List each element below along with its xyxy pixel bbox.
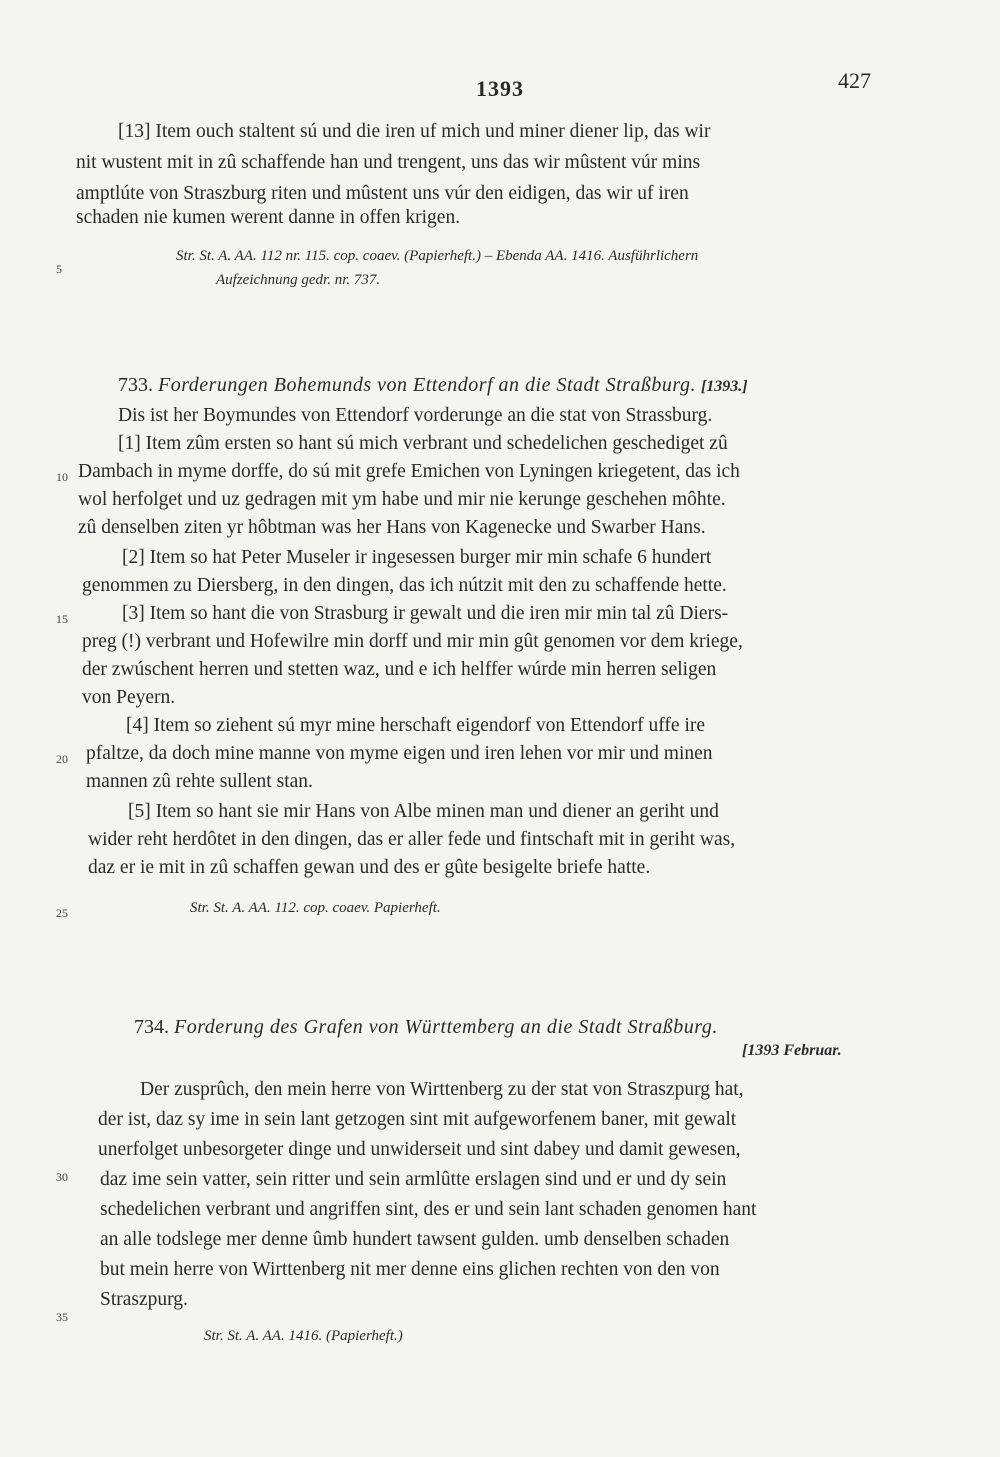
paragraph-line: genommen zu Diersberg, in den dingen, das ich nútzit mit den zu schaffende hette. — [82, 575, 727, 596]
paragraph-line: [4] Item so ziehent sú myr mine herschaft eigendorf von Ettendorf uffe ire — [126, 715, 706, 736]
section-title: Forderungen Bohemunds von Ettendorf an die Stadt Straßburg. — [158, 374, 696, 396]
paragraph-line: preg (!) verbrant und Hofewilre min dorff und mir min gût genomen vor dem kriege, — [82, 631, 743, 652]
line-number: 20 — [56, 752, 68, 766]
line-number: 5 — [56, 262, 62, 276]
paragraph-line: zû denselben ziten yr hôbtman was her Hans von Kagenecke und Swarber Hans. — [78, 517, 706, 538]
paragraph-line: schaden nie kumen werent danne in offen krigen. — [76, 207, 461, 228]
line-number: 15 — [56, 612, 68, 626]
source-citation: Str. St. A. AA. 112 nr. 115. cop. coaev. (Papierheft.) – Ebenda AA. 1416. Ausführlichern — [176, 248, 699, 264]
paragraph-line: amptlúte von Straszburg riten und mûstent uns vúr den eidigen, das wir uf iren — [76, 183, 689, 204]
paragraph-line: der zwúschent herren und stetten waz, und e ich helffer wúrde min herren seligen — [82, 659, 717, 680]
paragraph-line: Der zusprûch, den mein herre von Wirttenberg zu der stat von Straszpurg hat, — [140, 1079, 744, 1100]
line-number: 25 — [56, 906, 68, 920]
source-citation: Aufzeichnung gedr. nr. 737. — [216, 272, 381, 288]
source-citation: Str. St. A. AA. 112. cop. coaev. Papierheft. — [190, 900, 441, 916]
paragraph-line: pfaltze, da doch mine manne von myme eigen und iren lehen vor mir und minen — [86, 743, 713, 764]
paragraph-line: an alle todslege mer denne ûmb hundert tawsent gulden. umb denselben schaden — [100, 1229, 730, 1250]
section-number: 733. — [118, 374, 153, 396]
paragraph-line: [2] Item so hat Peter Museler ir ingesessen burger mir min schafe 6 hundert — [122, 547, 712, 568]
paragraph-line: unerfolget unbesorgeter dinge und unwiderseit und sint dabey und damit gewesen, — [98, 1139, 741, 1160]
paragraph-line: der ist, daz sy ime in sein lant getzogen sint mit aufgeworfenem baner, mit gewalt — [98, 1109, 737, 1130]
paragraph-line: nit wustent mit in zû schaffende han und trengent, uns das wir mûstent vúr mins — [76, 152, 701, 173]
line-number: 30 — [56, 1170, 68, 1184]
paragraph-line: Straszpurg. — [100, 1289, 188, 1310]
paragraph-line: [5] Item so hant sie mir Hans von Albe minen man und diener an geriht und — [128, 801, 719, 822]
section-title: Forderung des Grafen von Württemberg an die Stadt Straßburg. — [174, 1016, 718, 1038]
line-number: 35 — [56, 1310, 68, 1324]
paragraph-line: but mein herre von Wirttenberg nit mer denne eins glichen rechten von den von — [100, 1259, 720, 1280]
paragraph-line: [3] Item so hant die von Strasburg ir gewalt und die iren mir min tal zû Diers- — [122, 603, 729, 624]
paragraph-line: wider reht herdôtet in den dingen, das er aller fede und fintschaft mit in geriht was, — [88, 829, 736, 850]
paragraph-line: [1] Item zûm ersten so hant sú mich verbrant und schedelichen geschediget zû — [118, 433, 728, 454]
paragraph-line: Dis ist her Boymundes von Ettendorf vorderunge an die stat von Strassburg. — [118, 405, 713, 426]
source-citation: Str. St. A. AA. 1416. (Papierheft.) — [204, 1328, 403, 1344]
paragraph-line: mannen zû rehte sullent stan. — [86, 771, 313, 792]
running-header-year: 1393 — [476, 76, 524, 101]
section-734-heading — [134, 1014, 718, 1040]
paragraph-line: daz ime sein vatter, sein ritter und sein armlûtte erslagen sind und er und dy sein — [100, 1169, 727, 1190]
paragraph-line: schedelichen verbrant und angriffen sint, des er und sein lant schaden genomen hant — [100, 1199, 757, 1220]
page-number: 427 — [838, 68, 871, 93]
paragraph-line: Dambach in myme dorffe, do sú mit grefe Emichen von Lyningen kriegetent, das ich — [78, 461, 740, 482]
paragraph-line: wol herfolget und uz gedragen mit ym habe und mir nie kerunge geschehen môhte. — [78, 489, 726, 510]
line-number: 10 — [56, 470, 68, 484]
section-date: [1393.] — [700, 378, 748, 395]
paragraph-line: von Peyern. — [82, 687, 176, 708]
section-733-heading — [118, 372, 748, 400]
paragraph-line: [13] Item ouch staltent sú und die iren uf mich und miner diener lip, das wir — [118, 121, 711, 142]
section-number: 734. — [134, 1016, 169, 1038]
paragraph-line: daz er ie mit in zû schaffen gewan und des er gûte besigelte briefe hatte. — [88, 857, 651, 878]
section-date: [1393 Februar. — [742, 1042, 842, 1059]
